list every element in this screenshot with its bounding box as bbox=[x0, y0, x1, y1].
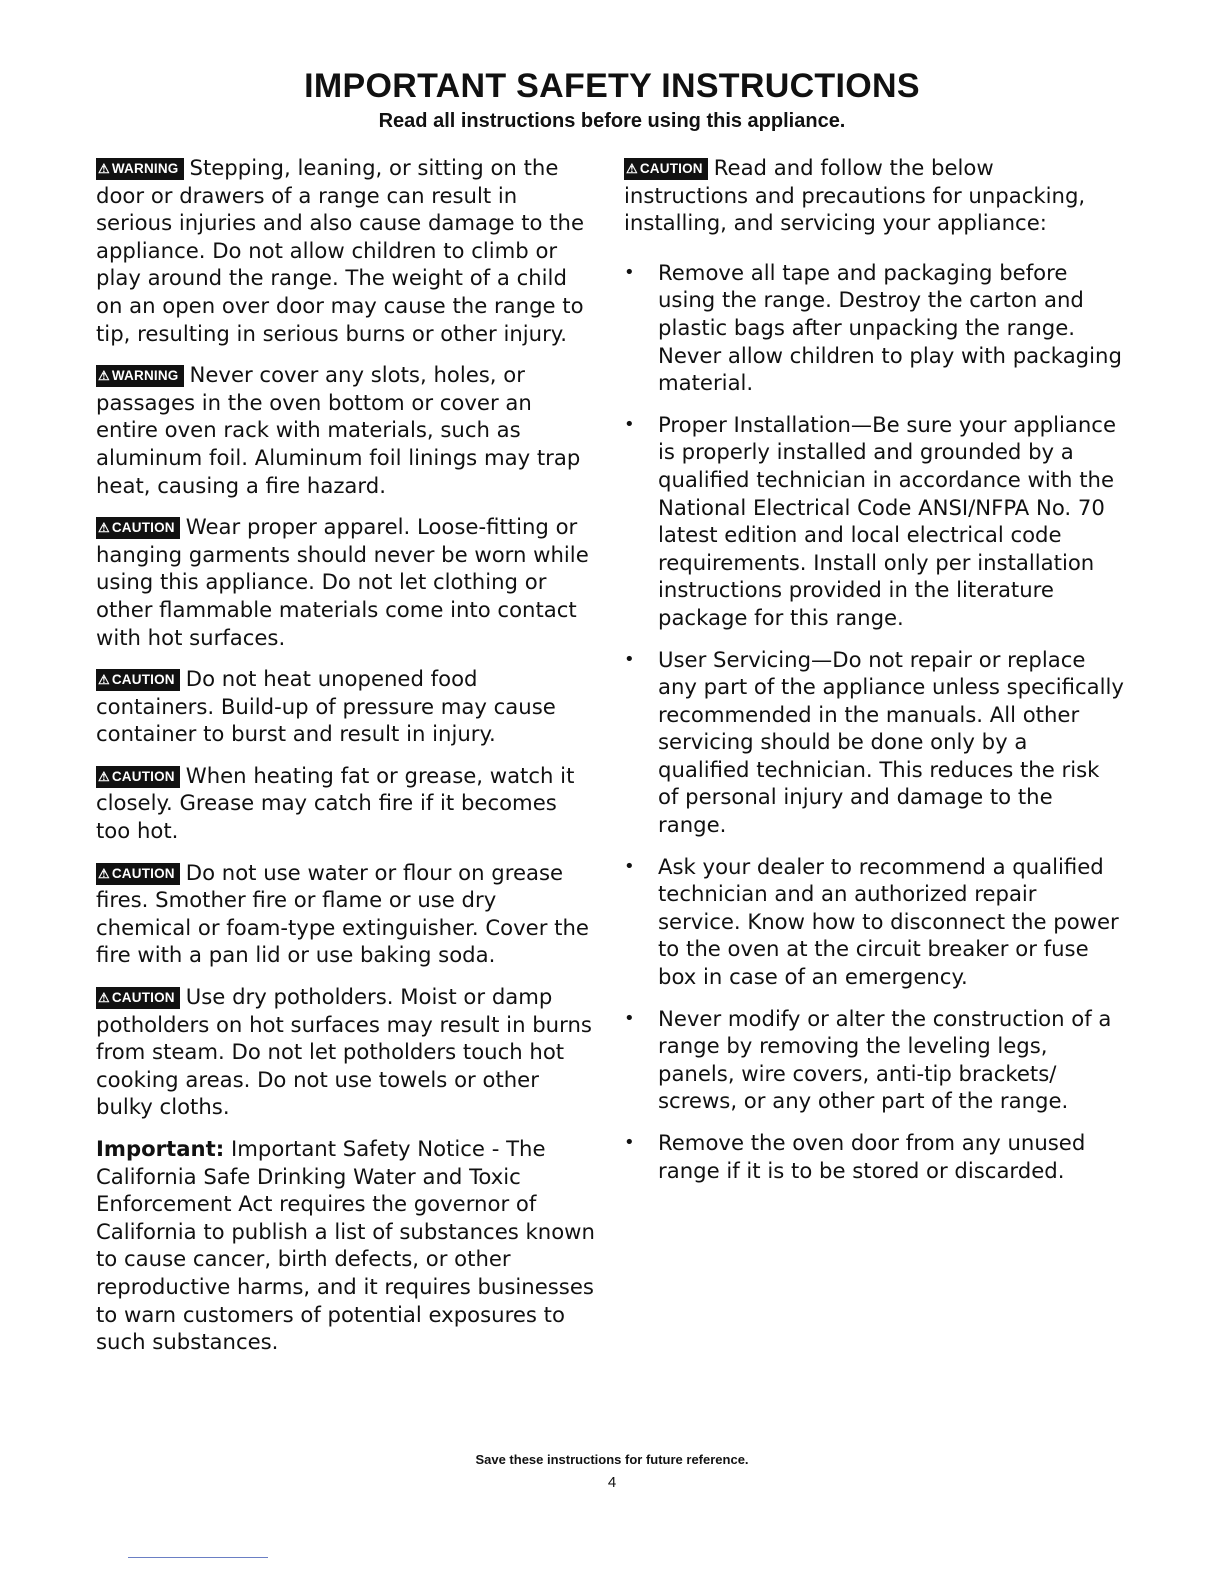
warning-triangle-icon: ⚠ bbox=[626, 161, 638, 176]
caution-text: Do not use water or flour on grease fires. Smother fire or flame or use dry chemical or foam-type extinguisher. Cover the fire with a pan lid or use baking soda. bbox=[96, 859, 589, 968]
caution-text: Do not heat unopened food containers. Build-up of pressure may cause container to burst and result in injury. bbox=[96, 666, 556, 747]
warning-triangle-icon: ⚠ bbox=[98, 672, 110, 688]
page-number: 4 bbox=[607, 1474, 617, 1491]
warning-triangle-icon: ⚠ bbox=[98, 990, 110, 1006]
caution-badge: ⚠ CAUTION bbox=[96, 863, 180, 885]
important-notice bbox=[96, 1135, 596, 1356]
warning-paragraph bbox=[96, 361, 596, 499]
warning-triangle-icon: ⚠ bbox=[98, 865, 110, 881]
list-item: • Proper Installation—Be sure your appliance is properly installed and grounded by a qualified technician in accordance with the National Electrical Code ANSI/NFPA No. 70 latest edition and local electrical code requirements. Install only per installation instructions provided in the literature package for this range. bbox=[624, 411, 1116, 630]
caution-intro bbox=[624, 154, 1124, 237]
precautions-list bbox=[624, 259, 1124, 1184]
list-item: • Never modify or alter the construction of a range by removing the leveling legs, panels, wire covers, anti-tip brackets/ screws, or any other part of the range. bbox=[624, 1005, 1112, 1114]
caution-badge: ⚠ CAUTION bbox=[96, 517, 180, 539]
warning-triangle-icon: ⚠ bbox=[98, 368, 110, 384]
caution-paragraph bbox=[96, 513, 596, 651]
caution-badge: ⚠ CAUTION bbox=[624, 158, 708, 180]
right-column bbox=[624, 154, 1124, 1198]
warning-triangle-icon: ⚠ bbox=[98, 161, 110, 176]
caution-text: When heating fat or grease, watch it closely. Grease may catch fire if it becomes too hot. bbox=[96, 762, 575, 844]
left-column bbox=[96, 154, 596, 1370]
important-text: Important Safety Notice - The California Safe Drinking Water and Toxic Enforcement Act requires the governor of California to publish a list of substances known to cause cancer, birth defects, or other reproductive harms, and it requires businesses to warn customers of potential exposures to such substances. bbox=[96, 1136, 595, 1355]
bullet-icon: • bbox=[624, 1132, 635, 1153]
caution-paragraph bbox=[96, 665, 596, 748]
bullet-icon: • bbox=[624, 413, 635, 435]
page-subtitle: Read all instructions before using this appliance. bbox=[378, 110, 846, 132]
caution-paragraph bbox=[96, 983, 596, 1121]
list-item: • Remove the oven door from any unused range if it is to be stored or discarded. bbox=[624, 1130, 1086, 1183]
caution-badge: ⚠ CAUTION bbox=[96, 987, 180, 1009]
list-item: • User Servicing—Do not repair or replace any part of the appliance unless specifically recommended in the manuals. All other servicing should be done only by a qualified technician. This reduces the risk of personal injury and damage to the range. bbox=[624, 646, 1124, 838]
caution-intro-text: Read and follow the below instructions and precautions for unpacking, installing, and servicing your appliance: bbox=[624, 155, 1086, 236]
caution-badge: ⚠ CAUTION bbox=[96, 669, 180, 691]
bullet-icon: • bbox=[624, 1007, 635, 1029]
warning-text: Never cover any slots, holes, or passages in the oven bottom or cover an entire oven rack with materials, such as aluminum foil. Aluminum foil linings may trap heat, causing a fire hazard. bbox=[96, 362, 581, 498]
warning-paragraph bbox=[96, 154, 596, 347]
page-title: IMPORTANT SAFETY INSTRUCTIONS bbox=[304, 67, 920, 105]
warning-text: Stepping, leaning, or sitting on the door or drawers of a range can result in serious injuries and also cause damage to the appliance. Do not allow children to climb or play around the range. The weight of a child on an open over door may cause the range to tip, resulting in serious burns or other injury. bbox=[96, 155, 584, 346]
footer-divider bbox=[128, 1557, 268, 1558]
bullet-icon: • bbox=[624, 648, 635, 670]
caution-text: Wear proper apparel. Loose-fitting or hanging garments should never be worn while using this appliance. Do not let clothing or other flammable materials come into contact with hot surfaces. bbox=[96, 514, 589, 650]
caution-badge: ⚠ CAUTION bbox=[96, 766, 180, 788]
warning-badge: ⚠ WARNING bbox=[96, 365, 184, 387]
warning-triangle-icon: ⚠ bbox=[98, 520, 110, 536]
caution-paragraph bbox=[96, 762, 596, 845]
caution-text: Use dry potholders. Moist or damp potholders on hot surfaces may result in burns from steam. Do not let potholders touch hot cooking areas. Do not use towels or other bulky cloths. bbox=[96, 984, 592, 1120]
important-label: Important: bbox=[96, 1136, 225, 1161]
warning-triangle-icon: ⚠ bbox=[98, 768, 110, 784]
caution-paragraph bbox=[96, 859, 596, 969]
warning-badge: ⚠ WARNING bbox=[96, 158, 184, 180]
footer-note: Save these instructions for future reference. bbox=[475, 1452, 749, 1467]
list-item: • Ask your dealer to recommend a qualified technician and an authorized repair service. Know how to disconnect the power to the oven at the circuit breaker or fuse box in case of an emergency. bbox=[624, 853, 1119, 990]
bullet-icon: • bbox=[624, 261, 635, 283]
list-item: • Remove all tape and packaging before using the range. Destroy the carton and plastic bags after unpacking the range. Never allow children to play with packaging material. bbox=[624, 259, 1122, 396]
bullet-icon: • bbox=[624, 855, 635, 877]
